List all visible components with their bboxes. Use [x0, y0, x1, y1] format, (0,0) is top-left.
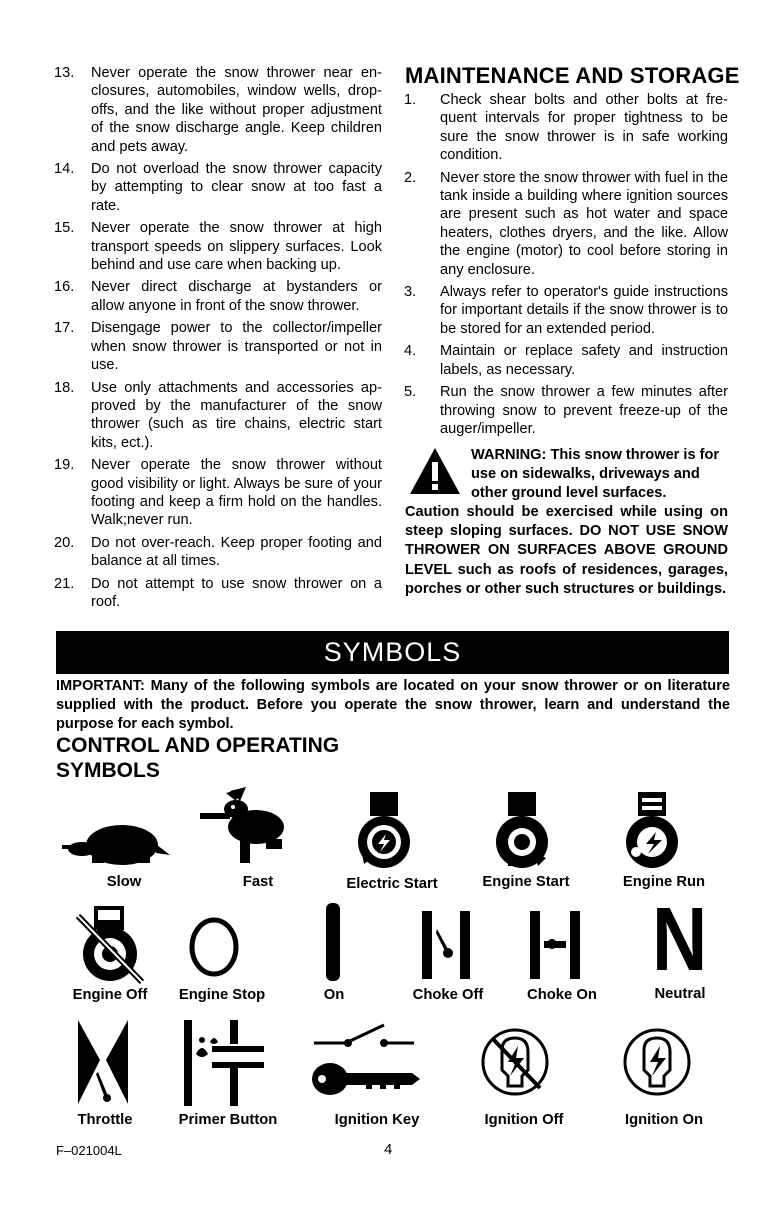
turtle-icon — [60, 815, 172, 867]
item-number: 16. — [54, 279, 75, 296]
list-item — [54, 64, 382, 156]
warning-body: Caution should be exercised while using on steep sloping surfaces. DO NOT USE SNOW THROWER ON SURFACES ABOVE GROUND LEVEL such as roofs of residences, garages, porches or other such structures or buildings. — [405, 504, 728, 597]
document-code: F–021004L — [56, 1143, 122, 1158]
item-number: 5. — [404, 384, 417, 401]
item-text: Do not overload the snow thrower capacity by attempting to clear snow at too fast a rate. — [91, 161, 382, 214]
list-item — [54, 534, 382, 571]
rabbit-icon — [196, 787, 292, 865]
item-number: 2. — [404, 169, 417, 186]
list-item — [54, 379, 382, 453]
list-item — [54, 456, 382, 530]
list-item — [404, 169, 728, 279]
item-number: 4. — [404, 343, 417, 360]
list-item — [54, 319, 382, 374]
throttle-label: Throttle — [77, 1112, 133, 1128]
item-text: Disengage power to the collector/impeller when snow thrower is transported or not in use. — [91, 320, 382, 374]
on-icon — [322, 903, 346, 981]
item-number: 3. — [404, 284, 417, 301]
item-text: Use only attachments and accessories approved by the manufacturer of the snow thrower (such as tire chains, electric start kits, ect.). — [91, 379, 382, 451]
item-number: 18. — [54, 379, 75, 396]
electric-start-icon — [356, 792, 412, 868]
list-item — [404, 91, 728, 165]
ignition-on-icon — [622, 1024, 692, 1100]
warning-triangle-icon — [408, 446, 462, 496]
item-text: Do not attempt to use snow thrower on a roof. — [91, 575, 382, 610]
ignition-off-label: Ignition Off — [484, 1112, 564, 1128]
ignition-key-icon — [310, 1021, 422, 1101]
item-number: 14. — [54, 161, 75, 178]
item-number: 13. — [54, 65, 75, 81]
choke-on-icon — [530, 911, 582, 979]
primer-button-icon — [180, 1020, 266, 1106]
item-text: Never direct discharge at bystanders or allow anyone in front of the snow thrower. — [91, 279, 382, 314]
engine-off-label: Engine Off — [72, 987, 148, 1003]
choke-off-label: Choke Off — [412, 987, 484, 1003]
primer-button-label: Primer Button — [178, 1112, 278, 1128]
item-number: 20. — [54, 534, 75, 551]
engine-stop-icon — [186, 915, 242, 979]
on-label: On — [323, 987, 345, 1003]
neutral-label: Neutral — [654, 986, 706, 1002]
item-number: 19. — [54, 457, 75, 474]
list-item — [54, 278, 382, 315]
symbols-banner: SYMBOLS — [56, 631, 729, 674]
list-item — [54, 575, 382, 612]
item-text: Never operate the snow thrower without good visibility or light. Always be sure of your footing and keep a firm hold on the handles. Walk;never run. — [91, 457, 382, 529]
control-symbols-heading — [56, 733, 339, 783]
engine-stop-label: Engine Stop — [178, 987, 266, 1003]
list-item — [404, 283, 728, 338]
ignition-off-icon — [480, 1024, 550, 1100]
ignition-key-label: Ignition Key — [334, 1112, 420, 1128]
item-text: Do not over-reach. Keep proper footing and balance at all times. — [91, 534, 382, 570]
heading-line: CONTROL AND OPERATING — [56, 734, 340, 757]
item-number: 1. — [404, 92, 417, 108]
item-text: Check shear bolts and other bolts at frequent intervals for proper tightness to be sure the snow thrower is in safe working condition. — [440, 92, 728, 164]
page-number: 4 — [384, 1141, 393, 1158]
list-item — [54, 219, 382, 274]
item-text: Run the snow thrower a few minutes after throwing snow to prevent freeze-up of the auger/impeller. — [440, 384, 728, 437]
item-text: Never store the snow thrower with fuel in the tank inside a building where ignition sources are present such as hot water and space heaters, clothes dryers, and the like. Allow the engine (motor) to cool before storing in any enclosure. — [440, 169, 728, 278]
list-item — [54, 160, 382, 215]
choke-off-icon — [422, 911, 472, 979]
slow-label: Slow — [106, 874, 142, 890]
item-text: Maintain or replace safety and instruction labels, as necessary. — [440, 343, 728, 378]
item-text: Never operate the snow thrower near enclosures, automobiles, window wells, dropoffs, and the like without proper adjustment of the snow discharge angle. Keep children and pets away. — [91, 65, 382, 155]
fast-label: Fast — [242, 874, 274, 890]
choke-on-label: Choke On — [527, 987, 597, 1003]
list-item — [404, 383, 728, 438]
engine-run-icon — [624, 792, 680, 868]
engine-run-label: Engine Run — [622, 874, 706, 890]
ignition-on-label: Ignition On — [624, 1112, 704, 1128]
heading-line: SYMBOLS — [56, 759, 160, 782]
engine-off-icon — [72, 906, 148, 984]
important-note: IMPORTANT: Many of the following symbols are located on your snow thrower or on literature supplied with the product. Before you operate the snow thrower, learn and understand the purpose for each symbol. — [56, 678, 730, 732]
warning-title: WARNING: This snow thrower is for use on sidewalks, driveways and other ground level surfaces. — [471, 447, 720, 501]
electric-start-label: Electric Start — [346, 876, 438, 892]
maintenance-heading: MAINTENANCE AND STORAGE — [405, 63, 740, 88]
list-item — [404, 342, 728, 379]
item-number: 15. — [54, 220, 75, 237]
neutral-icon: N — [652, 890, 708, 990]
maintenance-list — [404, 91, 728, 442]
engine-start-label: Engine Start — [482, 874, 570, 890]
safety-rules-list-continued — [54, 64, 382, 615]
item-text: Never operate the snow thrower at high transport speeds on slippery surfaces. Look behind and use care when backing up. — [91, 220, 382, 274]
item-text: Always refer to operator's guide instructions for important details if the snow thrower is to be stored for an extended period. — [440, 284, 728, 337]
item-number: 21. — [54, 575, 75, 592]
item-number: 17. — [54, 320, 75, 337]
engine-start-icon — [494, 792, 552, 868]
throttle-icon — [78, 1016, 128, 1104]
